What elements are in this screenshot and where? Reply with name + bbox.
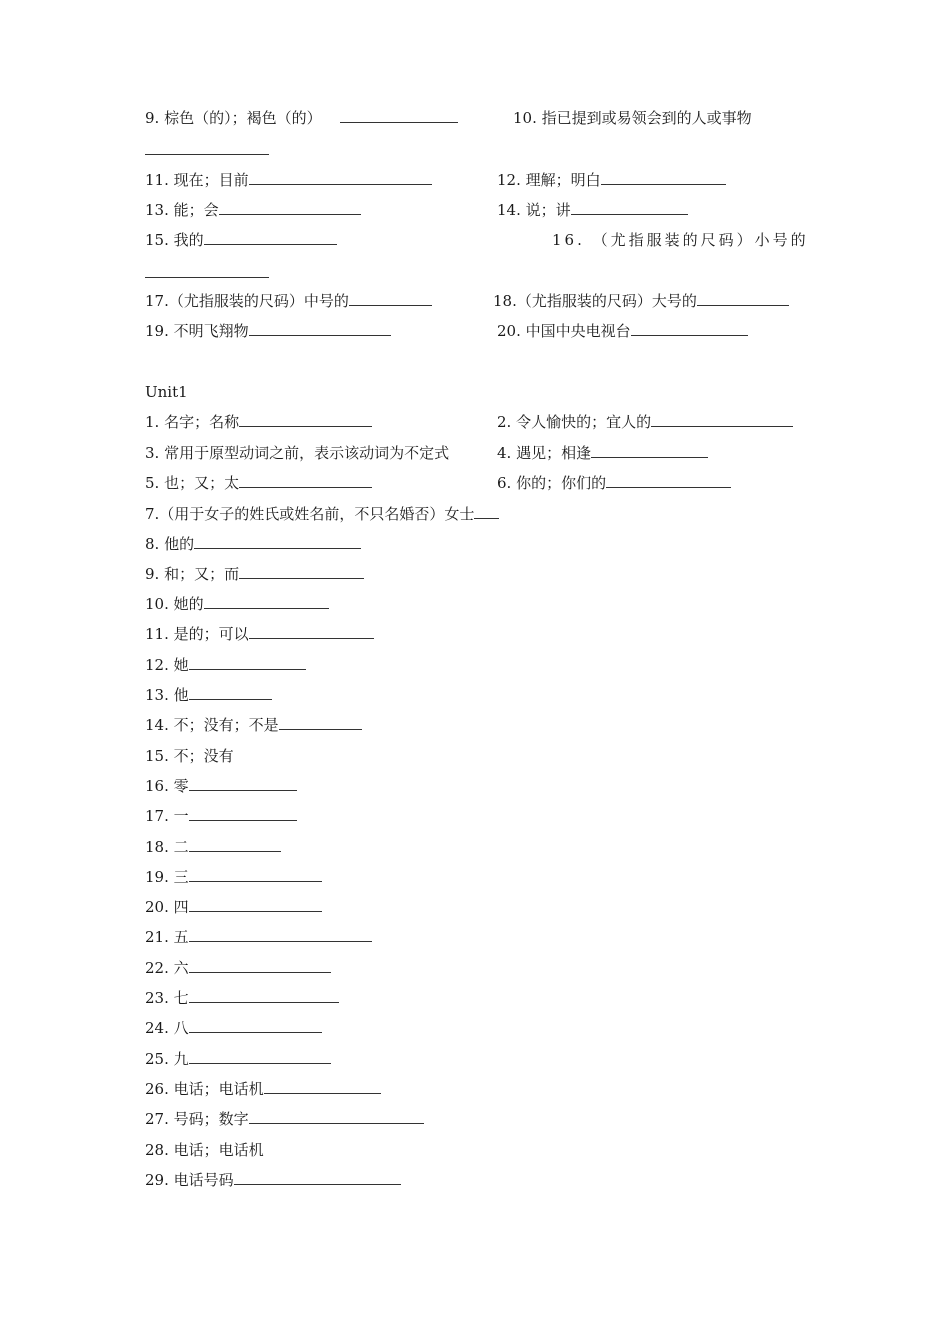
unit-item-22 [145, 958, 331, 978]
unit-item-12-label: 12. 她 [145, 656, 189, 674]
answer-blank[interactable] [189, 806, 297, 821]
answer-blank[interactable] [189, 897, 322, 912]
unit-item-14 [145, 715, 362, 735]
answer-blank[interactable] [264, 1079, 381, 1094]
answer-blank[interactable] [189, 988, 339, 1003]
unit-item-28 [145, 1140, 264, 1160]
unit-item-23 [145, 988, 339, 1008]
unit-item-11-label: 11. 是的；可以 [145, 625, 249, 643]
unit-item-5 [145, 473, 372, 493]
answer-blank[interactable] [239, 412, 372, 427]
answer-blank[interactable] [571, 200, 688, 215]
item-13 [145, 200, 361, 220]
item-16-label: 16. （尤指服装的尺码）小号的 [552, 231, 809, 249]
unit-item-18-label: 18. 二 [145, 838, 189, 856]
answer-blank[interactable] [349, 291, 432, 306]
unit-item-9-label: 9. 和；又；而 [145, 565, 240, 583]
unit-item-27-label: 27. 号码；数字 [145, 1110, 249, 1128]
unit-item-16 [145, 776, 297, 796]
unit-item-1 [145, 412, 372, 432]
item-18 [493, 291, 789, 311]
unit-item-3 [145, 443, 449, 463]
answer-blank[interactable] [697, 291, 789, 306]
answer-blank[interactable] [189, 776, 297, 791]
answer-blank[interactable] [189, 1049, 331, 1064]
unit-item-11 [145, 624, 374, 644]
unit-item-17-label: 17. 一 [145, 807, 189, 825]
item-19-label: 19. 不明飞翔物 [145, 322, 249, 340]
unit-item-8 [145, 534, 361, 554]
answer-blank[interactable] [204, 230, 337, 245]
answer-blank[interactable] [189, 867, 322, 882]
answer-blank[interactable] [189, 1018, 322, 1033]
unit-item-13 [145, 685, 272, 705]
unit-item-23-label: 23. 七 [145, 989, 189, 1007]
answer-blank[interactable] [651, 412, 793, 427]
unit-item-24-label: 24. 八 [145, 1019, 189, 1037]
unit-item-26-label: 26. 电话；电话机 [145, 1080, 264, 1098]
unit-item-25 [145, 1049, 331, 1069]
item-14 [497, 200, 688, 220]
item-10 [513, 108, 752, 128]
unit-title: Unit1 [145, 383, 188, 401]
unit-item-2 [497, 412, 793, 432]
unit-item-2-label: 2. 令人愉快的；宜人的 [497, 413, 652, 431]
unit-item-6-label: 6. 你的；你们的 [497, 474, 607, 492]
item-17-label: 17.（尤指服装的尺码）中号的 [145, 292, 349, 310]
item-11-label: 11. 现在；目前 [145, 171, 249, 189]
unit-item-14-label: 14. 不；没有；不是 [145, 716, 279, 734]
answer-blank[interactable] [219, 200, 361, 215]
answer-blank[interactable] [606, 473, 731, 488]
answer-blank[interactable] [249, 624, 374, 639]
item-19 [145, 321, 391, 341]
answer-blank[interactable] [234, 1170, 401, 1185]
item-9-label: 9. 棕色（的）；褐色（的） [145, 109, 322, 127]
item-18-label: 18.（尤指服装的尺码）大号的 [493, 292, 697, 310]
unit-item-15-label: 15. 不；没有 [145, 747, 234, 765]
unit-item-7 [145, 504, 499, 524]
unit-item-10 [145, 594, 329, 614]
item-20 [497, 321, 748, 341]
item-16 [552, 230, 809, 250]
unit-item-12 [145, 655, 306, 675]
answer-blank[interactable] [239, 473, 372, 488]
item-17 [145, 291, 432, 311]
answer-blank[interactable] [145, 154, 269, 155]
unit-item-19-label: 19. 三 [145, 868, 189, 886]
unit-item-4 [497, 443, 708, 463]
unit-item-21 [145, 927, 372, 947]
unit-item-29-label: 29. 电话号码 [145, 1171, 234, 1189]
unit-item-6 [497, 473, 731, 493]
unit-item-17 [145, 806, 297, 826]
answer-blank[interactable] [340, 108, 458, 123]
unit-item-18 [145, 837, 281, 857]
unit-item-20-label: 20. 四 [145, 898, 189, 916]
answer-blank[interactable] [189, 958, 331, 973]
answer-blank[interactable] [249, 1109, 424, 1124]
answer-blank[interactable] [189, 927, 372, 942]
item-15 [145, 230, 337, 250]
answer-blank[interactable] [474, 504, 499, 519]
unit-item-16-label: 16. 零 [145, 777, 189, 795]
item-14-label: 14. 说；讲 [497, 201, 571, 219]
unit-item-5-label: 5. 也；又；太 [145, 474, 240, 492]
unit-item-25-label: 25. 九 [145, 1050, 189, 1068]
answer-blank[interactable] [601, 170, 726, 185]
answer-blank[interactable] [145, 277, 269, 278]
unit-item-13-label: 13. 他 [145, 686, 189, 704]
item-10-label: 10. 指已提到或易领会到的人或事物 [513, 109, 752, 127]
unit-item-22-label: 22. 六 [145, 959, 189, 977]
unit-item-8-label: 8. 他的 [145, 535, 195, 553]
unit-item-19 [145, 867, 322, 887]
unit-item-27 [145, 1109, 424, 1129]
unit-item-26 [145, 1079, 381, 1099]
answer-blank[interactable] [249, 321, 391, 336]
unit-item-28-label: 28. 电话；电话机 [145, 1141, 264, 1159]
unit-item-9 [145, 564, 364, 584]
answer-blank[interactable] [249, 170, 432, 185]
answer-blank[interactable] [279, 715, 362, 730]
answer-blank[interactable] [591, 443, 708, 458]
item-11 [145, 170, 432, 190]
item-15-label: 15. 我的 [145, 231, 204, 249]
unit-item-1-label: 1. 名字；名称 [145, 413, 240, 431]
unit-item-21-label: 21. 五 [145, 928, 189, 946]
unit-item-4-label: 4. 遇见；相逢 [497, 444, 592, 462]
unit-item-15 [145, 746, 234, 766]
answer-blank[interactable] [239, 564, 364, 579]
unit-item-10-label: 10. 她的 [145, 595, 204, 613]
answer-blank[interactable] [204, 594, 329, 609]
answer-blank[interactable] [631, 321, 748, 336]
item-13-label: 13. 能；会 [145, 201, 219, 219]
item-9 [145, 108, 458, 128]
item-12-label: 12. 理解；明白 [497, 171, 601, 189]
unit-item-3-label: 3. 常用于原型动词之前，表示该动词为不定式 [145, 444, 450, 462]
item-20-label: 20. 中国中央电视台 [497, 322, 631, 340]
unit-item-7-label: 7.（用于女子的姓氏或姓名前，不只名婚否）女士 [145, 505, 475, 523]
unit-item-20 [145, 897, 322, 917]
answer-blank[interactable] [189, 655, 306, 670]
unit-item-29 [145, 1170, 401, 1190]
item-12 [497, 170, 726, 190]
unit-item-24 [145, 1018, 322, 1038]
answer-blank[interactable] [194, 534, 361, 549]
answer-blank[interactable] [189, 685, 272, 700]
answer-blank[interactable] [189, 837, 281, 852]
